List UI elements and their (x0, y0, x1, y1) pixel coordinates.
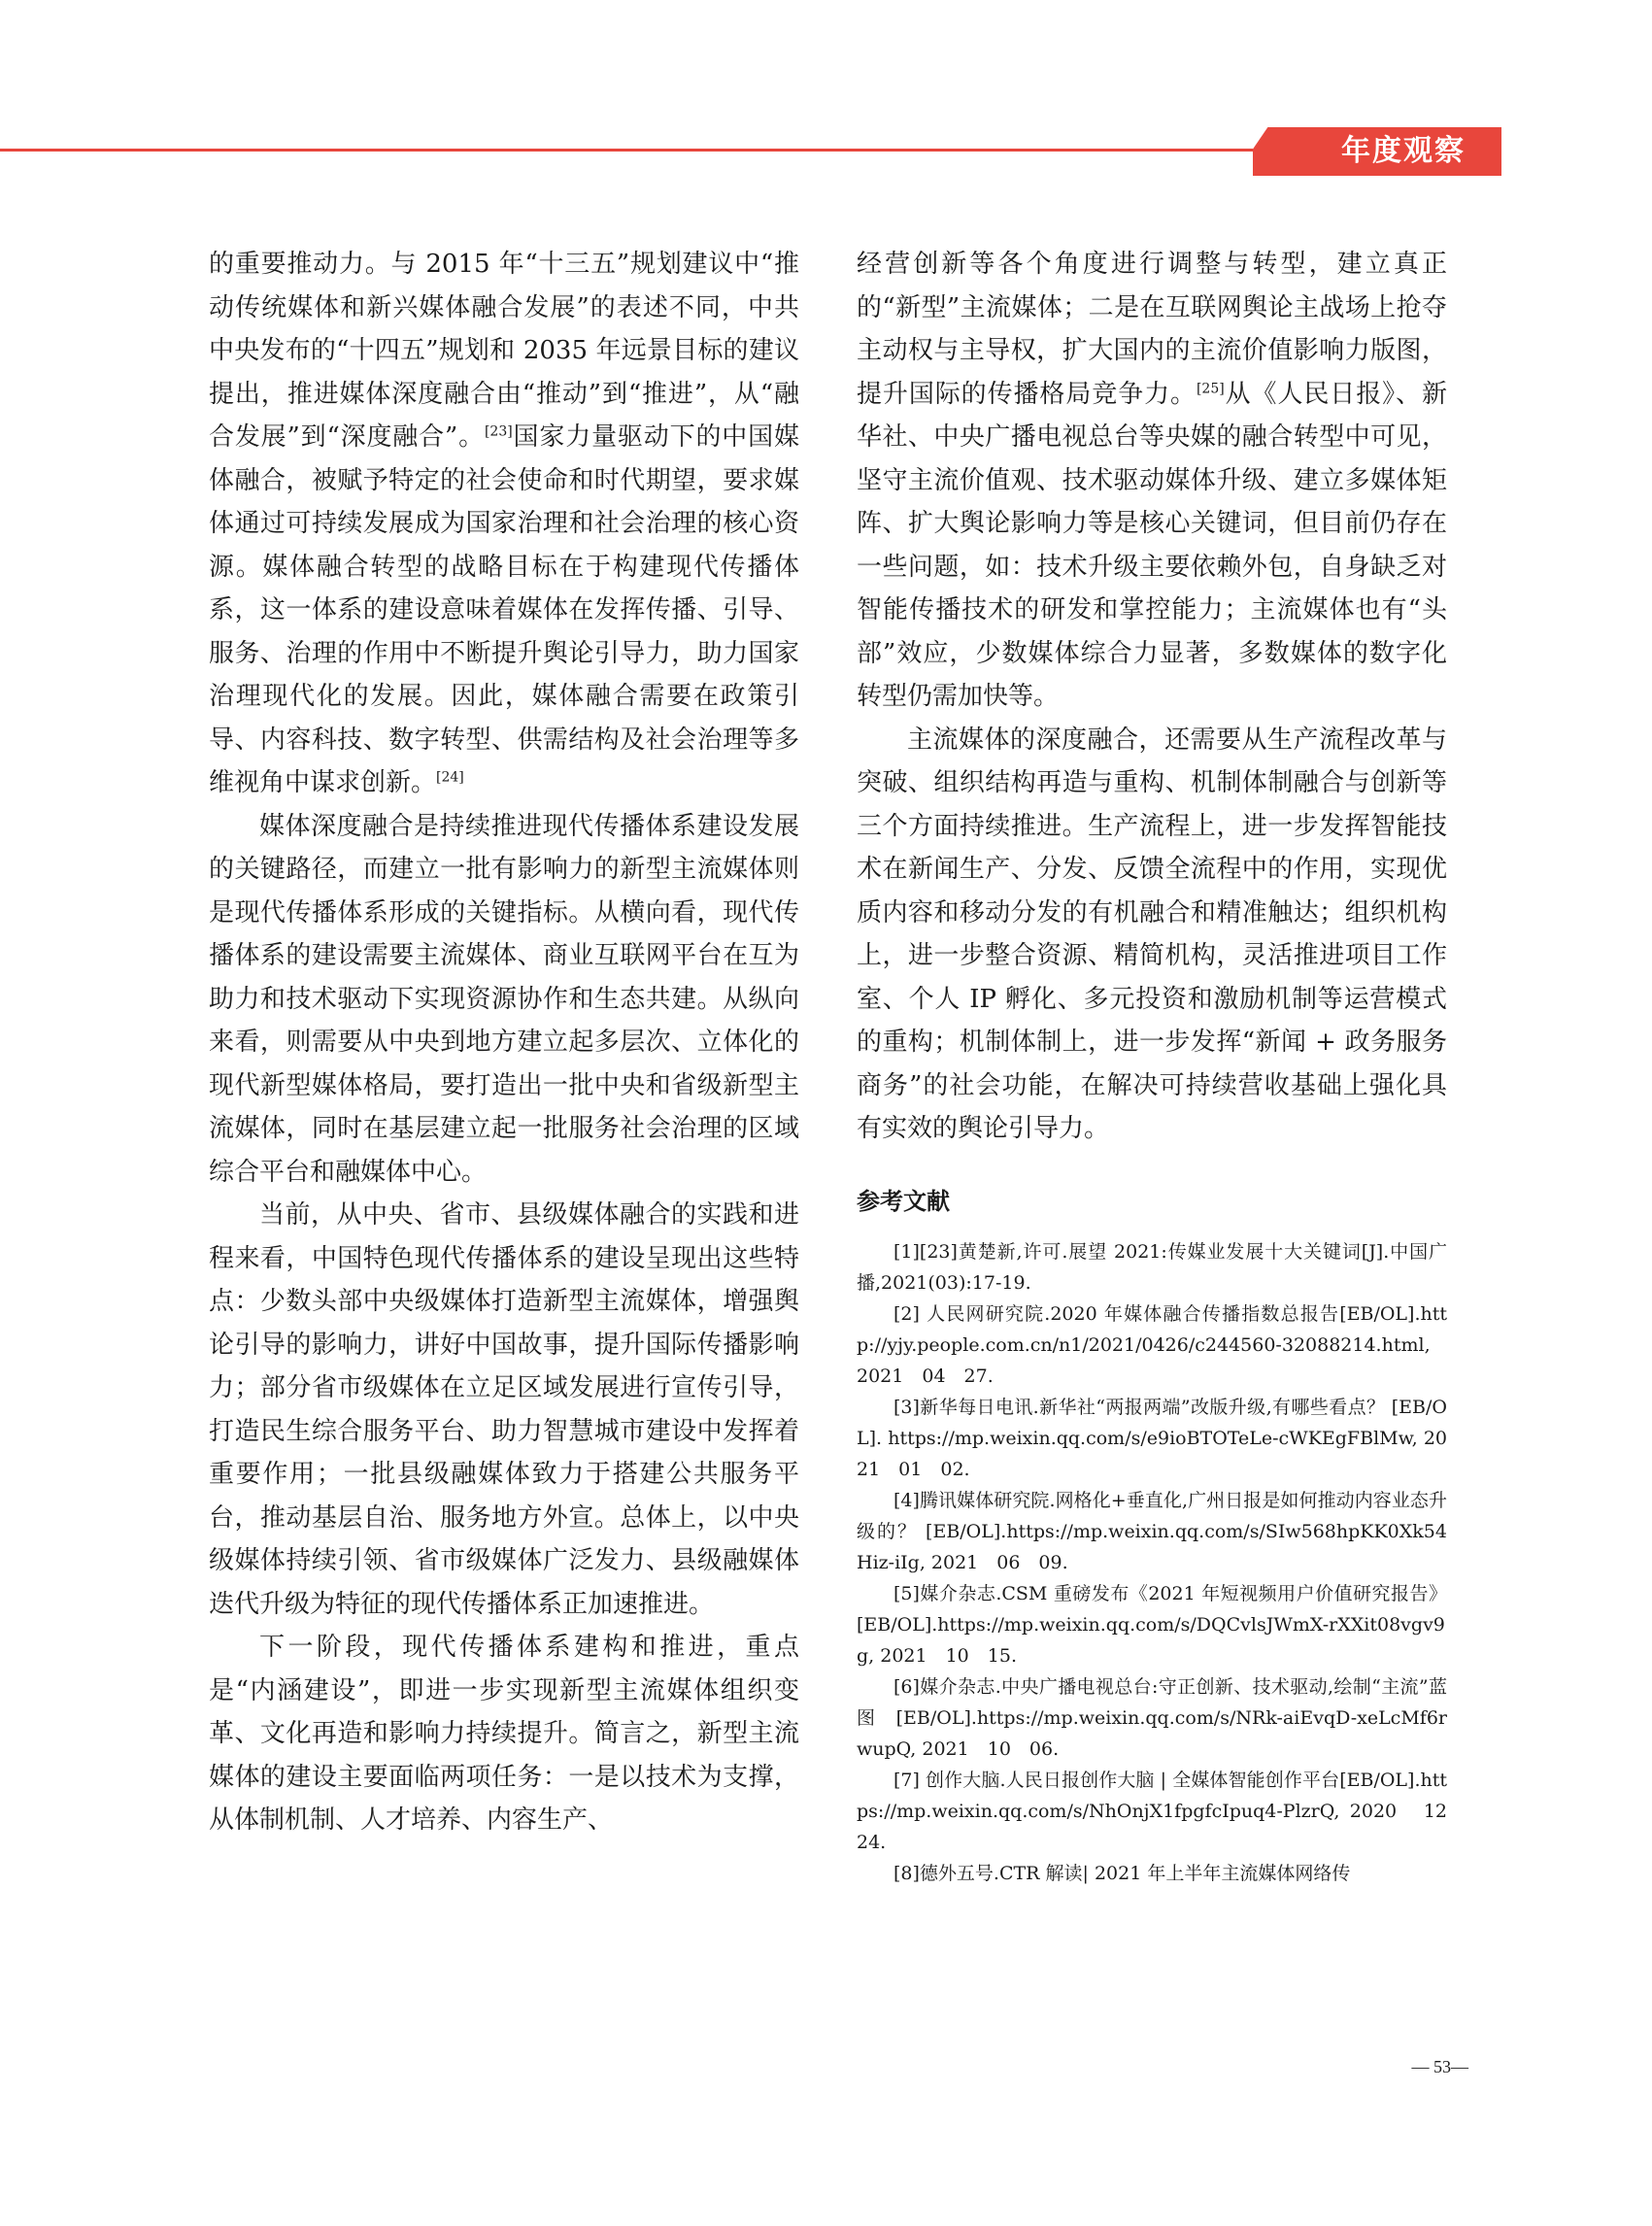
reference-item: [4]腾讯媒体研究院.网格化+垂直化,广州日报是如何推动内容业态升级的？ [EB/OL].https://mp.weixin.qq.com/s/SIw568hpKK0Xk54Hiz-iIg, 2021 06 09. (857, 1490, 1447, 1573)
reference-item: [7] 创作大脑.人民日报创作大脑 | 全媒体智能创作平台[EB/OL].https://mp.weixin.qq.com/s/NhOnjX1fpgfcIpuq4-PlzrQ, 2020 12 24. (857, 1770, 1467, 1853)
references-heading: 参考文献 (857, 1187, 950, 1215)
reference-item: [8]德外五号.CTR 解读| 2021 年上半年主流媒体网络传 (893, 1863, 1351, 1884)
left-column (209, 243, 799, 1842)
page-number: — 53— (1411, 2057, 1468, 2076)
section-label: 年度观察 (1341, 134, 1466, 168)
reference-item: [5]媒介杂志.CSM 重磅发布《2021 年短视频用户价值研究报告》[EB/OL].https://mp.weixin.qq.com/s/DQCvlsJWmX-rXXit08vgv9g, 2021 10 15. (857, 1583, 1447, 1667)
paragraph: 的重要推动力。与 2015 年“十三五”规划建议中“推动传统媒体和新兴媒体融合发展”的表述不同，中共中央发布的“十四五”规划和 2035 年远景目标的建议提出，推进媒体深度融合由“推动”到“推进”，从“融合发展”到“深度融合”。[23]国家力量驱动下的中国媒体融合，被赋予特定的社会使命和时代期望，要求媒体通过可持续发展成为国家治理和社会治理的核心资源。媒体融合转型的战略目标在于构建现代传播体系，这一体系的建设意味着媒体在发挥传播、引导、服务、治理的作用中不断提升舆论引导力，助力国家治理现代化的发展。因此，媒体融合需要在政策引导、内容科技、数字转型、供需结构及社会治理等多维视角中谋求创新。[24] (209, 250, 799, 797)
paragraph: 经营创新等各个角度进行调整与转型，建立真正的“新型”主流媒体；二是在互联网舆论主战场上抢夺主动权与主导权，扩大国内的主流价值影响力版图，提升国际的传播格局竞争力。[25]从《人民日报》、新华社、中央广播电视总台等央媒的融合转型中可见，坚守主流价值观、技术驱动媒体升级、建立多媒体矩阵、扩大舆论影响力等是核心关键词，但目前仍存在一些问题，如：技术升级主要依赖外包，自身缺乏对智能传播技术的研发和掌控能力；主流媒体也有“头部”效应，少数媒体综合力显著，多数媒体的数字化转型仍需加快等。 (857, 250, 1447, 711)
references-list (857, 1236, 1467, 1889)
paragraph: 当前，从中央、省市、县级媒体融合的实践和进程来看，中国特色现代传播体系的建设呈现出这些特点：少数头部中央级媒体打造新型主流媒体，增强舆论引导的影响力，讲好中国故事，提升国际传播影响力；部分省市级媒体在立足区域发展进行宣传引导，打造民生综合服务平台、助力智慧城市建设中发挥着重要作用；一批县级融媒体致力于搭建公共服务平台，推动基层自治、服务地方外宣。总体上，以中央级媒体持续引领、省市级媒体广泛发力、县级融媒体迭代升级为特征的现代传播体系正加速推进。 (209, 1200, 799, 1619)
paragraph: 主流媒体的深度融合，还需要从生产流程改革与突破、组织结构再造与重构、机制体制融合与创新等三个方面持续推进。生产流程上，进一步发挥智能技术在新闻生产、分发、反馈全流程中的作用，实现优质内容和移动分发的有机融合和精准触达；组织机构上，进一步整合资源、精简机构，灵活推进项目工作室、个人 IP 孵化、多元投资和激励机制等运营模式的重构；机制体制上，进一步发挥“新闻 + 政务服务商务”的社会功能，在解决可持续营收基础上强化具有实效的舆论引导力。 (857, 725, 1447, 1143)
reference-item: [1][23]黄楚新,许可.展望 2021:传媒业发展十大关键词[J].中国广播,2021(03):17-19. (857, 1241, 1447, 1294)
reference-item: [2] 人民网研究院.2020 年媒体融合传播指数总报告[EB/OL].http://yjy.people.com.cn/n1/2021/0426/c244560-32088214.html, 2021 04 27. (857, 1303, 1447, 1387)
citation-marker: [23] (484, 423, 513, 440)
right-column (857, 243, 1467, 1889)
reference-item: [6]媒介杂志.中央广播电视总台:守正创新、技术驱动,绘制“主流”蓝图 [EB/OL].https://mp.weixin.qq.com/s/NRk-aiEvqD-xeLcMf6rwupQ, 2021 10 06. (857, 1676, 1447, 1760)
citation-marker: [25] (1196, 380, 1225, 396)
header-rule (0, 149, 1253, 152)
paragraph: 媒体深度融合是持续推进现代传播体系建设发展的关键路径，而建立一批有影响力的新型主流媒体则是现代传播体系形成的关键指标。从横向看，现代传播体系的建设需要主流媒体、商业互联网平台在互为助力和技术驱动下实现资源协作和生态共建。从纵向来看，则需要从中央到地方建立起多层次、立体化的现代新型媒体格局，要打造出一批中央和省级新型主流媒体，同时在基层建立起一批服务社会治理的区域综合平台和融媒体中心。 (209, 811, 799, 1187)
reference-item: [3]新华每日电讯.新华社“两报两端”改版升级,有哪些看点？ [EB/OL]. https://mp.weixin.qq.com/s/e9ioBTOTeLe-cWKEgFBlMw, 2021 01 02. (857, 1397, 1447, 1480)
paragraph: 下一阶段，现代传播体系建构和推进，重点是“内涵建设”，即进一步实现新型主流媒体组织变革、文化再造和影响力持续提升。简言之，新型主流媒体的建设主要面临两项任务：一是以技术为支撑，从体制机制、人才培养、内容生产、 (209, 1633, 799, 1835)
citation-marker: [24] (436, 769, 464, 786)
